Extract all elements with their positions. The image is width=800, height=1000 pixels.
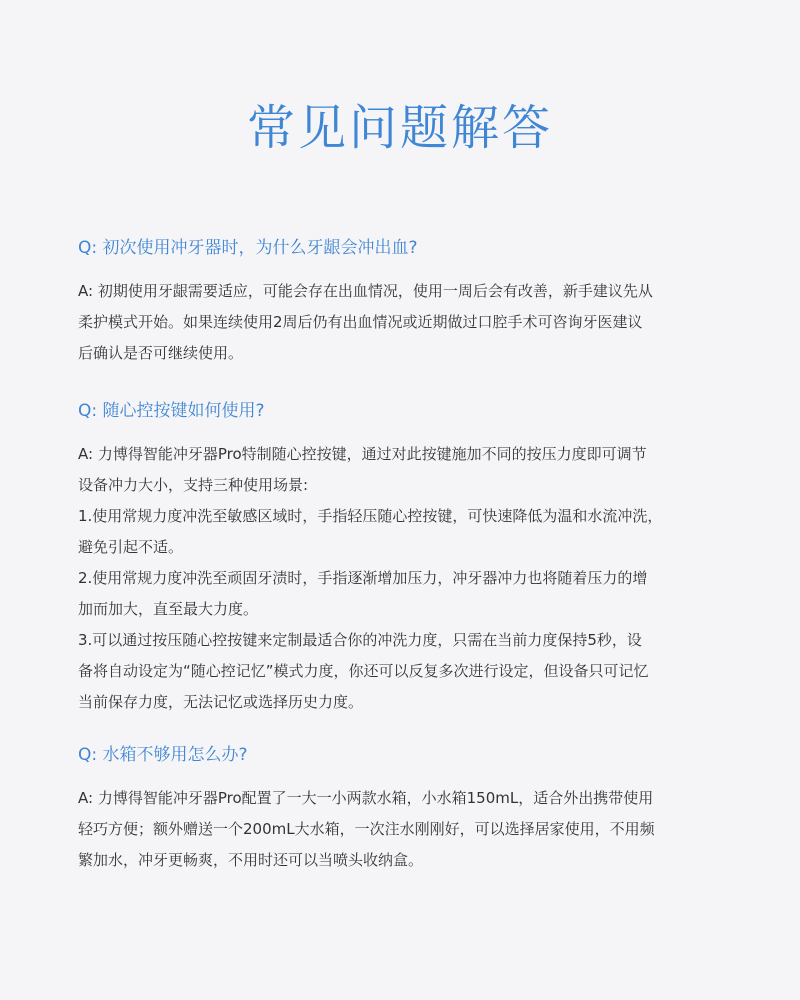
answer-line: 加而加大，直至最大力度。 [78, 600, 259, 618]
answer-line: 2.使用常规力度冲洗至顽固牙渍时，手指逐渐增加压力，冲牙器冲力也将随着压力的增 [78, 569, 648, 587]
answer-line: 避免引起不适。 [78, 538, 184, 556]
answer-line: 轻巧方便；额外赠送一个200mL大水箱，一次注水刚刚好，可以选择居家使用，不用频 [78, 820, 655, 838]
faq-answer [78, 783, 728, 876]
answer-line: 设备冲力大小，支持三种使用场景: [78, 476, 309, 494]
answer-line: A: 初期使用牙龈需要适应，可能会存在出血情况，使用一周后会有改善，新手建议先从 [78, 282, 653, 300]
answer-line: 后确认是否可继续使用。 [78, 344, 244, 362]
faq-item [78, 398, 728, 718]
faq-answer [78, 276, 728, 369]
answer-line: 3.可以通过按压随心控按键来定制最适合你的冲洗力度，只需在当前力度保持5秒，设 [78, 631, 642, 649]
answer-line: 繁加水，冲牙更畅爽，不用时还可以当喷头收纳盒。 [78, 851, 424, 869]
answer-line: 当前保存力度，无法记忆或选择历史力度。 [78, 693, 364, 711]
faq-item [78, 235, 728, 369]
answer-line: A: 力博得智能冲牙器Pro特制随心控按键，通过对此按键施加不同的按压力度即可调节 [78, 445, 647, 463]
faq-question: Q: 水箱不够用怎么办? [78, 745, 248, 765]
faq-answer [78, 439, 728, 718]
page-title: 常见问题解答 [246, 100, 553, 156]
faq-question: Q: 初次使用冲牙器时，为什么牙龈会冲出血? [78, 238, 418, 258]
faq-question: Q: 随心控按键如何使用? [78, 401, 265, 421]
faq-item [78, 742, 728, 876]
answer-line: 1.使用常规力度冲洗至敏感区域时，手指轻压随心控按键，可快速降低为温和水流冲洗， [78, 507, 663, 525]
answer-line: 备将自动设定为“随心控记忆”模式力度，你还可以反复多次进行设定，但设备只可记忆 [78, 662, 649, 680]
answer-line: 柔护模式开始。如果连续使用2周后仍有出血情况或近期做过口腔手术可咨询牙医建议 [78, 313, 643, 331]
answer-line: A: 力博得智能冲牙器Pro配置了一大一小两款水箱，小水箱150mL，适合外出携带使用 [78, 789, 654, 807]
